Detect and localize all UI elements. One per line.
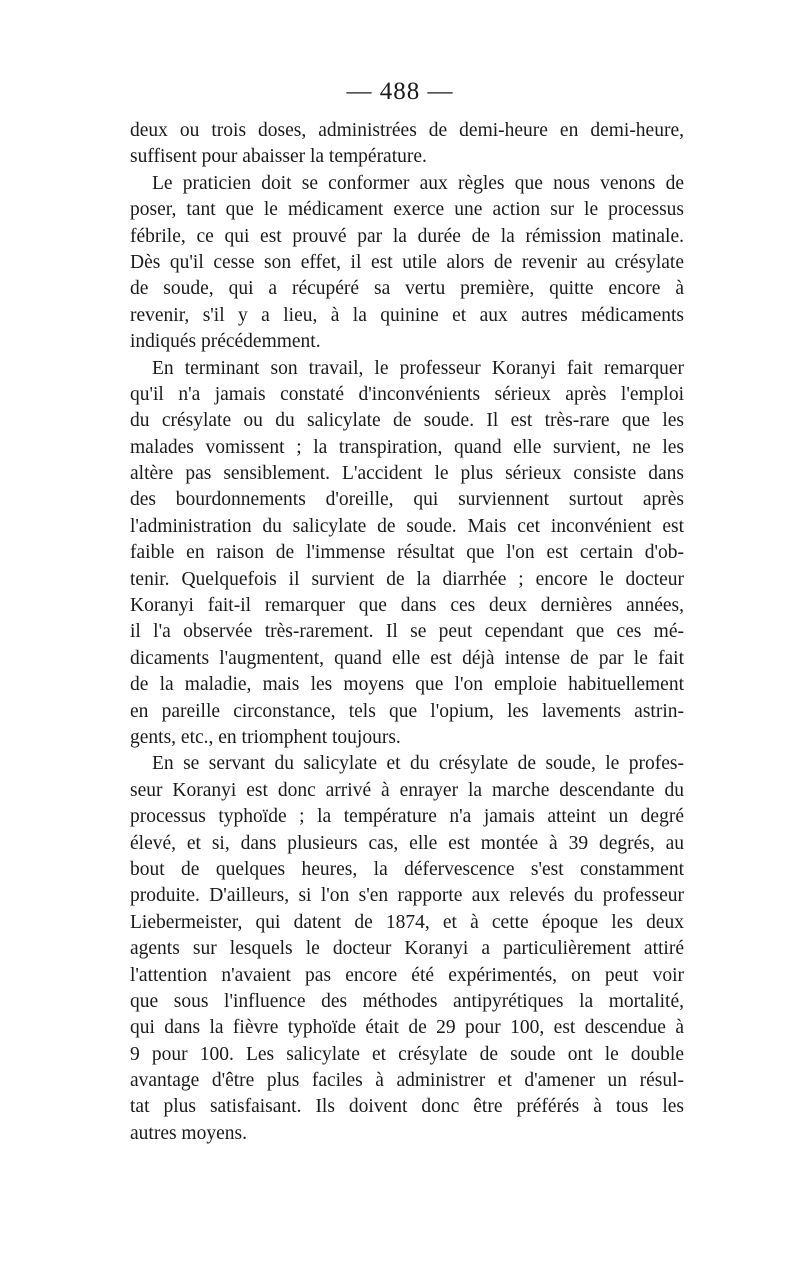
- text-line: qui dans la fièvre typhoïde était de 29 pour 100, est descendue à: [130, 1017, 684, 1039]
- text-line: fébrile, ce qui est prouvé par la durée de la rémission matinale.: [130, 225, 684, 247]
- text-line: produite. D'ailleurs, si l'on s'en rapporte aux relevés du professeur: [130, 885, 684, 907]
- text-line: de la maladie, mais les moyens que l'on emploie habituellement: [130, 674, 684, 696]
- text-line: Koranyi fait-il remarquer que dans ces deux dernières années,: [130, 595, 684, 617]
- text-line: deux ou trois doses, administrées de demi-heure en demi-heure,: [130, 120, 684, 141]
- text-line: processus typhoïde ; la température n'a jamais atteint un degré: [130, 806, 684, 828]
- text-line: il l'a observée très-rarement. Il se peut cependant que ces mé-: [130, 621, 684, 643]
- text-line: dicaments l'augmentent, quand elle est déjà intense de par le fait: [130, 647, 684, 669]
- text-line: autres moyens.: [130, 1122, 247, 1144]
- text-line: gents, etc., en triomphent toujours.: [130, 726, 401, 748]
- text-line: du crésylate ou du salicylate de soude. Il est très-rare que les: [130, 410, 684, 432]
- text-line: faible en raison de l'immense résultat que l'on est certain d'ob-: [130, 542, 684, 564]
- body-text: [130, 118, 684, 1147]
- text-line: bout de quelques heures, la défervescence s'est constamment: [130, 858, 684, 880]
- text-line: Le praticien doit se conformer aux règles que nous venons de: [152, 172, 684, 194]
- text-line: malades vomissent ; la transpiration, quand elle survient, ne les: [130, 436, 684, 458]
- page-number: — 488 —: [346, 78, 454, 105]
- text-line: l'administration du salicylate de soude. Mais cet inconvénient est: [130, 515, 684, 537]
- text-line: Dès qu'il cesse son effet, il est utile alors de revenir au crésylate: [130, 251, 684, 273]
- text-line: des bourdonnements d'oreille, qui surviennent surtout après: [130, 489, 684, 511]
- text-line: Liebermeister, qui datent de 1874, et à cette époque les deux: [130, 911, 684, 933]
- text-line: en pareille circonstance, tels que l'opium, les lavements astrin-: [130, 700, 684, 722]
- text-line: élevé, et si, dans plusieurs cas, elle est montée à 39 degrés, au: [130, 832, 684, 854]
- text-line: altère pas sensiblement. L'accident le plus sérieux consiste dans: [130, 463, 684, 485]
- text-line: agents sur lesquels le docteur Koranyi a particulièrement attiré: [130, 938, 684, 960]
- text-line: revenir, s'il y a lieu, à la quinine et aux autres médicaments: [130, 304, 684, 326]
- text-line: suffisent pour abaisser la température.: [130, 146, 427, 168]
- text-line: indiqués précédemment.: [130, 331, 321, 353]
- text-line: qu'il n'a jamais constaté d'inconvénients sérieux après l'emploi: [130, 383, 684, 405]
- text-line: 9 pour 100. Les salicylate et crésylate de soude ont le double: [130, 1043, 684, 1065]
- text-line: En terminant son travail, le professeur Koranyi fait remarquer: [152, 357, 684, 379]
- text-line: tenir. Quelquefois il survient de la diarrhée ; encore le docteur: [130, 568, 684, 590]
- text-line: tat plus satisfaisant. Ils doivent donc être préférés à tous les: [130, 1096, 684, 1118]
- text-line: que sous l'influence des méthodes antipyrétiques la mortalité,: [130, 990, 684, 1012]
- text-line: poser, tant que le médicament exerce une action sur le processus: [130, 199, 684, 221]
- text-line: avantage d'être plus faciles à administrer et d'amener un résul-: [130, 1070, 684, 1092]
- text-line: seur Koranyi est donc arrivé à enrayer la marche descendante du: [130, 779, 684, 801]
- text-line: l'attention n'avaient pas encore été expérimentés, on peut voir: [130, 964, 684, 986]
- text-line: En se servant du salicylate et du crésylate de soude, le profes-: [152, 753, 684, 775]
- text-line: de soude, qui a récupéré sa vertu première, quitte encore à: [130, 278, 684, 300]
